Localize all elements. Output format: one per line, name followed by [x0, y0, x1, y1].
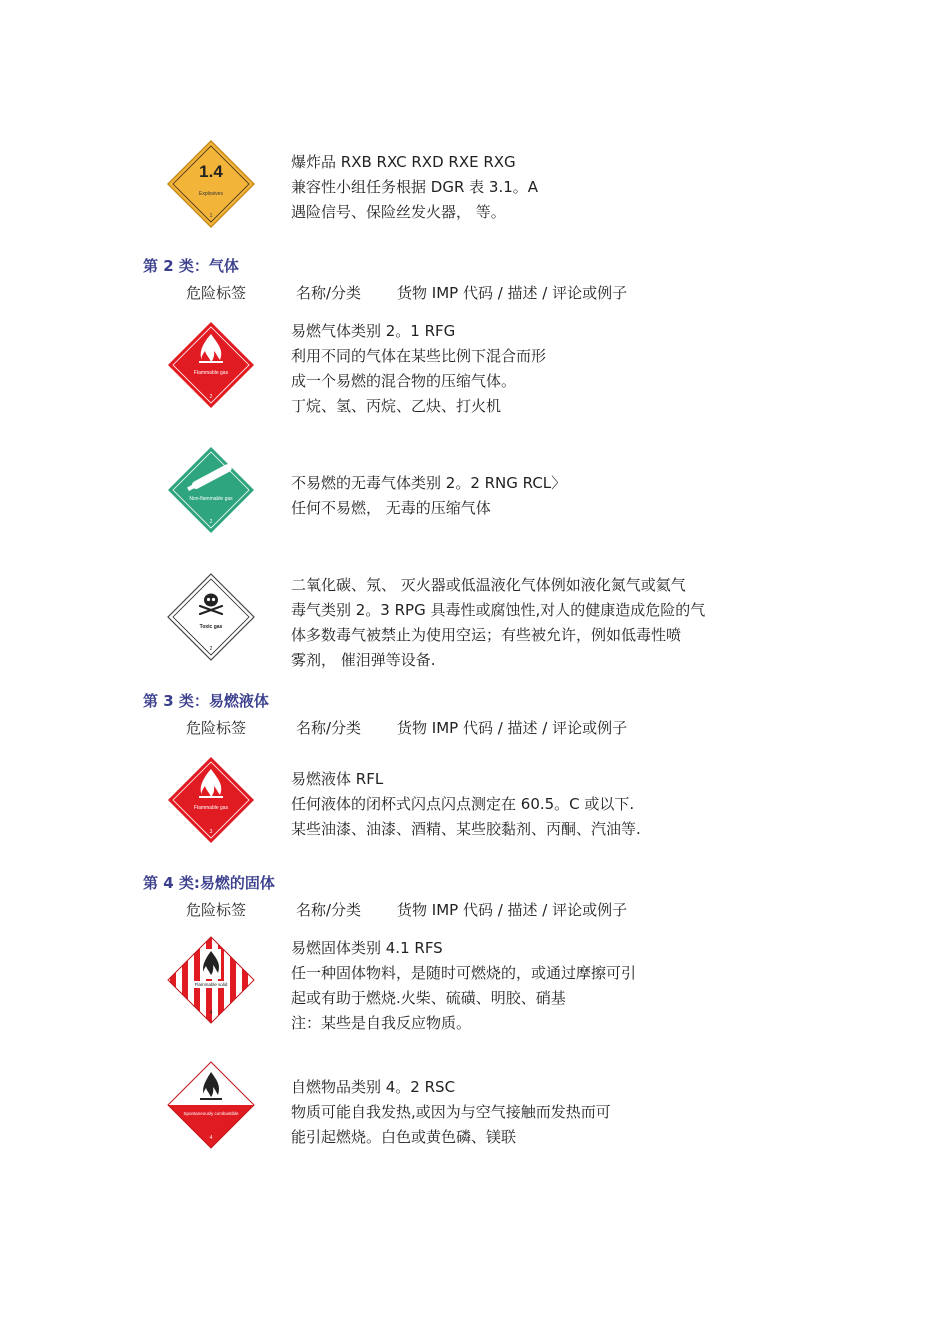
class2-2-line-1: 不易燃的无毒气体类别 2。2 RNG RCL〉	[291, 474, 567, 492]
class2-3-line-3: 体多数毒气被禁止为使用空运；有些被允许，例如低毒性喷	[291, 626, 682, 644]
non-flammable-gas-class-number: 2	[209, 519, 213, 525]
class4-2-line-2: 物质可能自我发热,或因为与空气接触而发热而可	[291, 1103, 611, 1121]
flammable-gas-class-number: 2	[209, 394, 213, 400]
toxic-gas-class-number: 2	[209, 646, 213, 652]
class2-1-line-2: 利用不同的气体在某些比例下混合而形	[291, 347, 547, 365]
class4-1-line-1: 易燃固体类别 4.1 RFS	[291, 939, 443, 957]
column-header-name: 名称/分类	[296, 719, 362, 737]
class4-1-line-3: 起或有助于燃烧.火柴、硫磺、明胶、硝基	[291, 989, 566, 1007]
class4-2-line-3: 能引起燃烧。白色或黄色磷、镁联	[291, 1128, 517, 1146]
column-header-code: 货物 IMP 代码 / 描述 / 评论或例子	[397, 284, 628, 302]
explosives-label-icon	[166, 139, 256, 229]
flammable-gas-label-text: Flammable gas	[193, 370, 229, 376]
spontaneously-combustible-class-number: 4	[209, 1135, 213, 1141]
class2-3-line-2: 毒气类别 2。3 RPG 具毒性或腐蚀性,对人的健康造成危险的气	[291, 601, 706, 619]
class3-line-3: 某些油漆、油漆、酒精、某些胶黏剂、丙酮、汽油等.	[291, 820, 641, 838]
class2-3-line-4: 雾剂， 催泪弹等设备.	[291, 651, 436, 669]
class4-1-line-2: 任一种固体物料，是随时可燃烧的，或通过摩擦可引	[291, 964, 637, 982]
class2-1-line-1: 易燃气体类别 2。1 RFG	[291, 322, 456, 340]
flammable-liquid-class-number: 3	[209, 829, 213, 835]
flammable-solid-label-text: Flammable solid	[194, 982, 228, 987]
class4-heading: 第 4 类:易燃的固体	[143, 874, 275, 892]
flammable-solid-label-icon	[166, 935, 256, 1025]
spontaneously-combustible-label-icon	[166, 1060, 256, 1150]
column-header-code: 货物 IMP 代码 / 描述 / 评论或例子	[397, 901, 628, 919]
flammable-solid-class-number: 4	[209, 1010, 213, 1016]
toxic-gas-label-text: Toxic gas	[199, 624, 223, 630]
non-flammable-gas-label-icon	[166, 445, 256, 535]
column-header-name: 名称/分类	[296, 901, 362, 919]
class3-line-1: 易燃液体 RFL	[291, 770, 384, 788]
column-header-label: 危险标签	[186, 284, 247, 302]
toxic-gas-label-icon	[166, 572, 256, 662]
flammable-liquid-label-icon	[166, 755, 256, 845]
explosives-division-number: 1.4	[199, 162, 223, 181]
class2-3-line-1: 二氧化碳、氖、 灭火器或低温液化气体例如液化氮气或氦气	[291, 576, 686, 594]
column-header-label: 危险标签	[186, 901, 247, 919]
class1-line-3: 遇险信号、保险丝发火器， 等。	[291, 203, 506, 221]
explosives-class-number: 1	[209, 213, 213, 219]
class1-line-2: 兼容性小组任务根据 DGR 表 3.1。A	[291, 178, 539, 196]
class2-2-line-2: 任何不易燃， 无毒的压缩气体	[291, 499, 491, 517]
class2-1-line-4: 丁烷、氢、丙烷、乙炔、打火机	[291, 397, 502, 415]
flammable-gas-label-icon	[166, 320, 256, 410]
class2-heading: 第 2 类：气体	[143, 257, 239, 275]
non-flammable-gas-label-text: Non-flammable gas	[189, 496, 233, 502]
explosives-label-text: Explosives	[199, 191, 223, 197]
class3-heading: 第 3 类：易燃液体	[143, 692, 269, 710]
class4-2-line-1: 自燃物品类别 4。2 RSC	[291, 1078, 456, 1096]
class2-1-line-3: 成一个易燃的混合物的压缩气体。	[291, 372, 517, 390]
column-header-code: 货物 IMP 代码 / 描述 / 评论或例子	[397, 719, 628, 737]
flammable-liquid-label-text: Flammable gas	[193, 805, 229, 811]
class4-1-line-4: 注：某些是自我反应物质。	[291, 1014, 472, 1032]
column-header-label: 危险标签	[186, 719, 247, 737]
spontaneously-combustible-label-text: Spontaneously combustible	[183, 1111, 239, 1116]
column-header-name: 名称/分类	[296, 284, 362, 302]
class1-line-1: 爆炸品 RXB RXC RXD RXE RXG	[291, 153, 516, 171]
class3-line-2: 任何液体的闭杯式闪点闪点测定在 60.5。C 或以下.	[291, 795, 635, 813]
